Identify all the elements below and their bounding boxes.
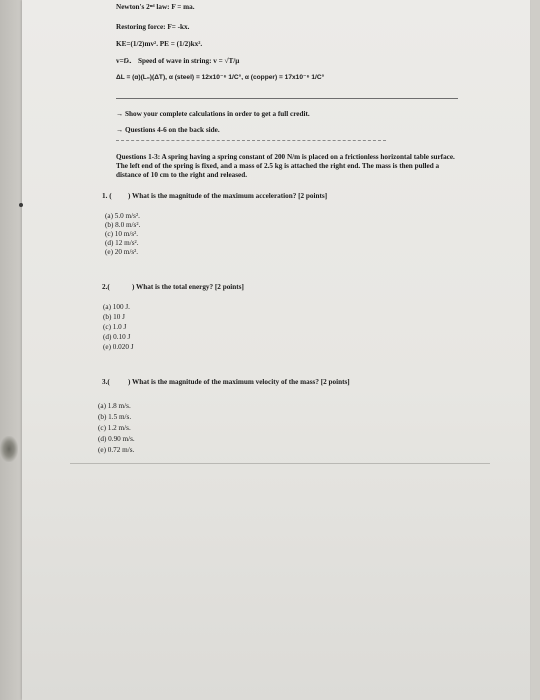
q1-option-a: (a) 5.0 m/s². [105, 212, 140, 220]
thermal-expansion-formula: ΔL = (α)(L₀)(ΔT), α (steel) = 12x10⁻⁶ 1/C°, α (copper) = 17x10⁻⁶ 1/C° [116, 74, 325, 81]
restoring-force-formula: Restoring force: F= -kx. [116, 23, 190, 31]
q1-option-e: (e) 20 m/s². [105, 248, 139, 256]
q2-option-d: (d) 0.10 J [103, 333, 131, 341]
newton-law-formula: Newton's 2ⁿᵈ law: F = ma. [116, 3, 195, 11]
background-edge [0, 0, 22, 700]
wave-speed-formula: Speed of wave in string: v = √T/μ [138, 57, 240, 65]
q2-option-a: (a) 100 J. [103, 303, 130, 311]
question-3-stem [102, 378, 350, 387]
problem-statement [116, 153, 466, 180]
header-divider [116, 98, 458, 99]
question-1-stem [102, 192, 327, 201]
q2-option-c: (c) 1.0 J [103, 323, 127, 331]
q3-option-b: (b) 1.5 m/s. [98, 413, 132, 421]
q1-option-d: (d) 12 m/s². [105, 239, 139, 247]
instruction-divider [116, 140, 386, 141]
q3-option-a: (a) 1.8 m/s. [98, 402, 131, 410]
problem-lead: Questions 1-3: [116, 153, 161, 161]
question-3-number: 3.( [102, 378, 110, 386]
q3-option-e: (e) 0.72 m/s. [98, 446, 135, 454]
q3-option-d: (d) 0.90 m/s. [98, 435, 135, 443]
question-3-text: ) What is the magnitude of the maximum velocity of the mass? [2 points] [128, 378, 350, 386]
question-1-number: 1. ( [102, 192, 112, 200]
question-2-number: 2.( [102, 283, 110, 291]
q2-option-b: (b) 10 J [103, 313, 125, 321]
q1-option-c: (c) 10 m/s². [105, 230, 139, 238]
page-fold-line [70, 463, 490, 464]
problem-text: A spring having a spring constant of 200 N/m is placed on a frictionless horizontal table surface. The left end of the spring is fixed, and a mass of 2.5 kg is attached the right end. The mass is then pulled a distance of 10 cm to the right and released. [116, 153, 455, 179]
thumb-smudge [0, 436, 18, 462]
instruction-back-side: → Questions 4-6 on the back side. [116, 126, 220, 134]
worksheet-page [22, 0, 530, 700]
margin-mark [19, 203, 23, 207]
energy-formula: KE=(1/2)mv². PE = (1/2)kx². [116, 40, 203, 48]
q2-option-e: (e) 0.020 J [103, 343, 134, 351]
q3-option-c: (c) 1.2 m/s. [98, 424, 131, 432]
instruction-show-work: → Show your complete calculations in order to get a full credit. [116, 110, 310, 118]
wave-speed-lead: v=fλ. [116, 57, 132, 65]
q1-option-b: (b) 8.0 m/s². [105, 221, 141, 229]
question-1-text: ) What is the magnitude of the maximum acceleration? [2 points] [128, 192, 328, 200]
question-2-text: ) What is the total energy? [2 points] [132, 283, 244, 291]
question-2-stem [102, 283, 244, 292]
